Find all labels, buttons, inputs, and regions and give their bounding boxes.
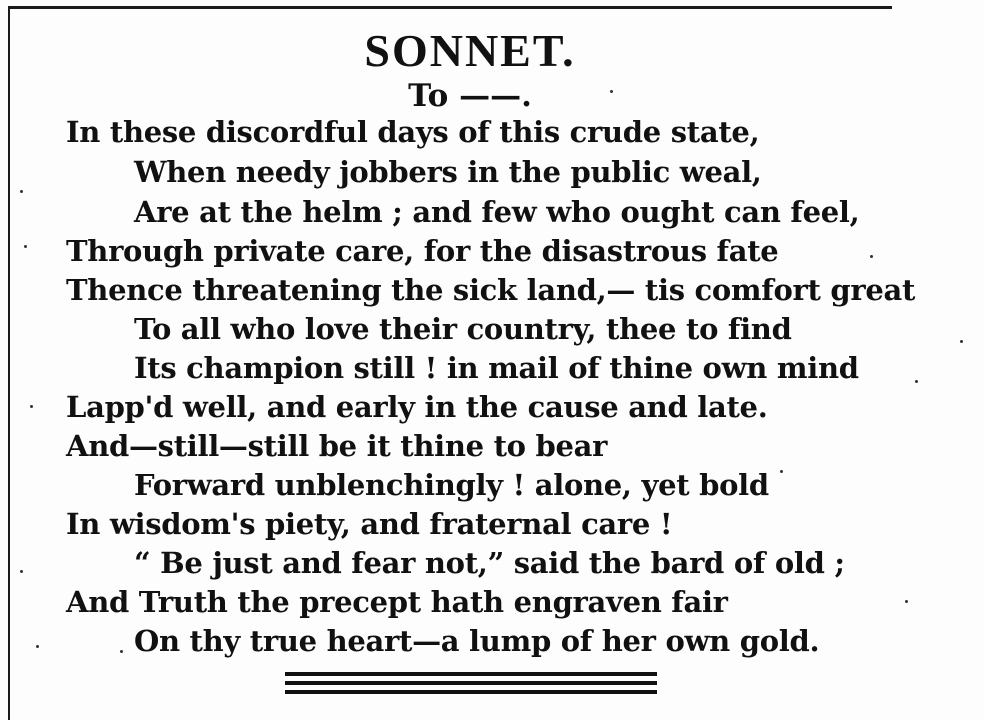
poem-line: Its champion still ! in mail of thine own mind bbox=[134, 351, 859, 385]
print-speck bbox=[780, 470, 783, 473]
print-speck bbox=[905, 600, 908, 603]
rule-line bbox=[285, 681, 657, 685]
print-speck bbox=[870, 255, 873, 258]
poem-title: SONNET. bbox=[364, 25, 576, 76]
poem-line: On thy true heart—a lump of her own gold. bbox=[134, 624, 820, 658]
print-speck bbox=[960, 340, 963, 343]
poem-line: In wisdom's piety, and fraternal care ! bbox=[66, 507, 673, 541]
poem-line: Thence threatening the sick land,— tis comfort great bbox=[66, 273, 916, 307]
poem-line: Are at the helm ; and few who ought can feel, bbox=[134, 195, 860, 229]
print-speck bbox=[30, 405, 33, 408]
poem-line: Forward unblenchingly ! alone, yet bold bbox=[134, 468, 769, 502]
poem-line: Through private care, for the disastrous fate bbox=[66, 234, 779, 268]
rule-line bbox=[285, 690, 657, 694]
poem-line: To all who love their country, thee to find bbox=[134, 312, 792, 346]
poem-dedication: To ——. bbox=[408, 78, 532, 114]
poem-line: In these discordful days of this crude state, bbox=[66, 115, 760, 149]
print-speck bbox=[610, 90, 613, 93]
print-speck bbox=[20, 570, 23, 573]
poem-line: “ Be just and fear not,” said the bard of old ; bbox=[134, 546, 845, 580]
poem-line: And Truth the precept hath engraven fair bbox=[66, 585, 728, 619]
print-speck bbox=[24, 245, 27, 248]
print-speck bbox=[36, 645, 39, 648]
print-speck bbox=[915, 380, 918, 383]
bottom-double-rule bbox=[285, 672, 657, 699]
print-speck bbox=[20, 190, 23, 193]
print-speck bbox=[120, 650, 123, 653]
poem-line: And—still—still be it thine to bear bbox=[66, 429, 608, 463]
poem-line: Lapp'd well, and early in the cause and late. bbox=[66, 390, 768, 424]
top-border-rule bbox=[8, 6, 892, 9]
rule-line bbox=[285, 672, 657, 676]
poem-line: When needy jobbers in the public weal, bbox=[134, 155, 762, 189]
